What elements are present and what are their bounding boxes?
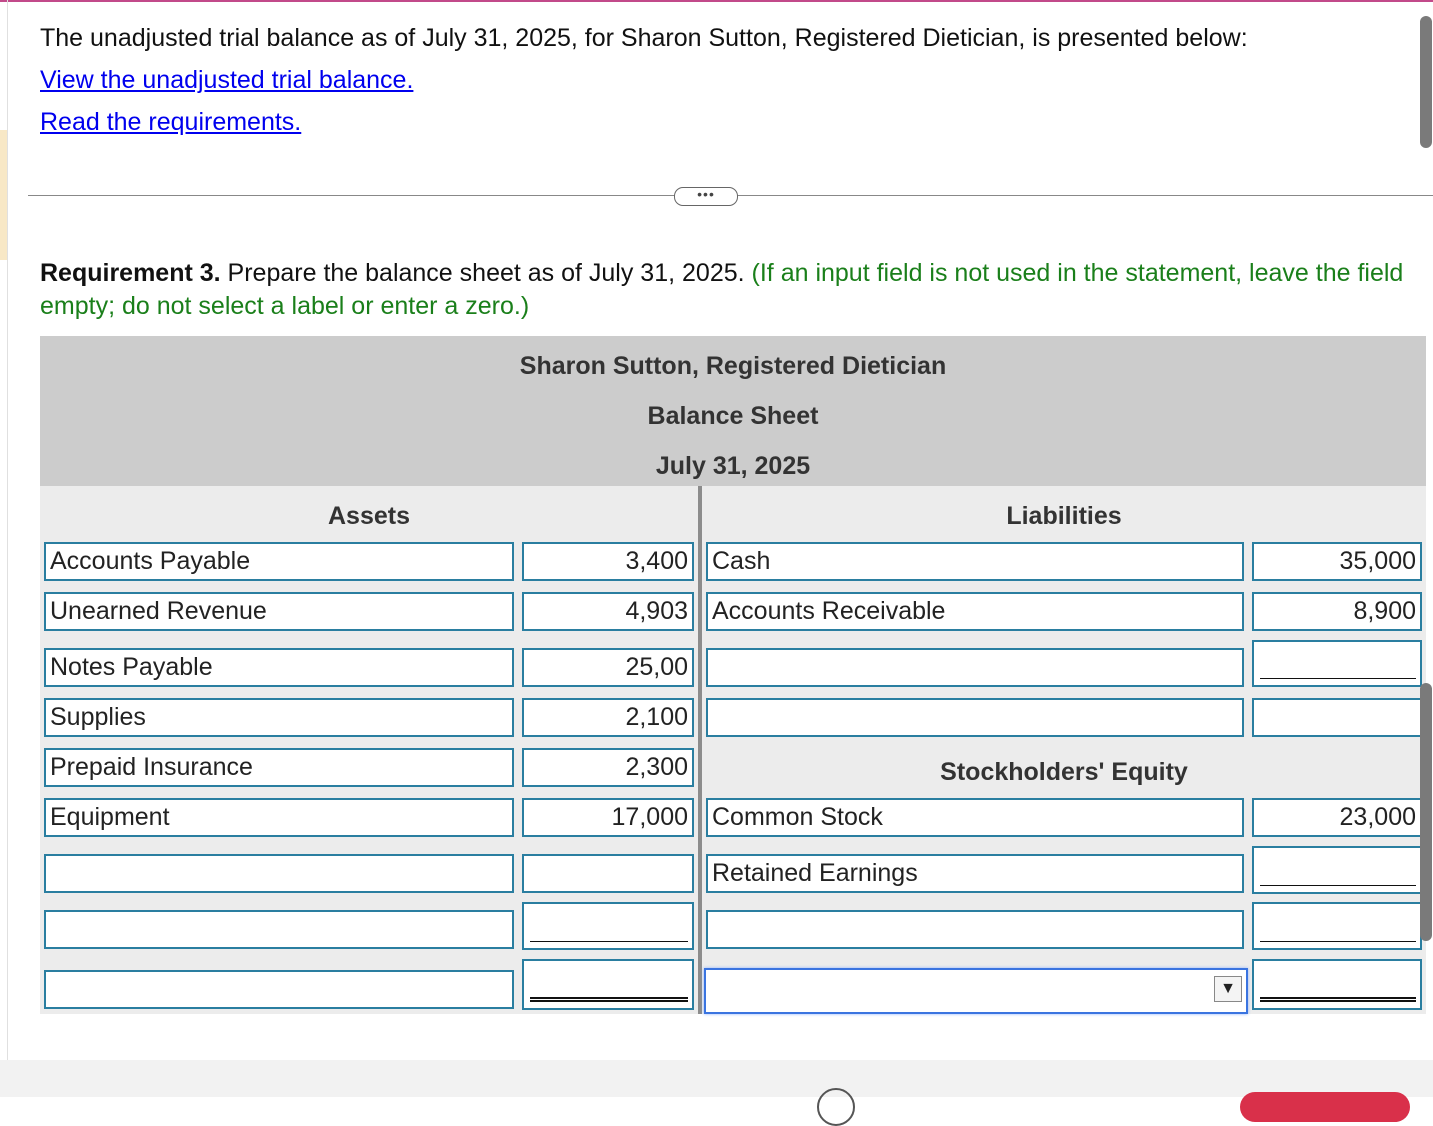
statement-title: Balance Sheet — [647, 402, 819, 430]
total-liabilities-equity-select[interactable] — [704, 968, 1248, 1014]
column-separator — [698, 486, 702, 1014]
assets-heading: Assets — [328, 502, 410, 530]
total-liabilities-amount[interactable] — [1252, 698, 1422, 737]
asset-label-4[interactable]: Supplies — [44, 698, 514, 737]
total-liabilities-equity-amount[interactable] — [1252, 959, 1422, 1010]
liability-label-3[interactable] — [706, 648, 1244, 687]
total-assets-amount[interactable] — [522, 959, 694, 1010]
asset-amount-4[interactable]: 2,100 — [522, 698, 694, 737]
asset-amount-5[interactable]: 2,300 — [522, 748, 694, 787]
left-border-line — [7, 0, 8, 1060]
liability-amount-1[interactable]: 35,000 — [1252, 542, 1422, 581]
equity-label-1[interactable]: Common Stock — [706, 798, 1244, 837]
dropdown-arrow-icon[interactable]: ▼ — [1214, 976, 1242, 1002]
intro-text: The unadjusted trial balance as of July 31, 2025, for Sharon Sutton, Registered Dietician, is presented below: — [40, 24, 1248, 52]
liabilities-heading: Liabilities — [1006, 502, 1122, 530]
asset-label-2[interactable]: Unearned Revenue — [44, 592, 514, 631]
asset-amount-3[interactable]: 25,00 — [522, 648, 694, 687]
equity-label-2[interactable]: Retained Earnings — [706, 854, 1244, 893]
requirement-note: (If an input field is not used in the statement, leave the field empty; do not select a label or enter a zero.) — [40, 259, 1404, 320]
asset-label-6[interactable]: Equipment — [44, 798, 514, 837]
help-circle-icon[interactable] — [817, 1088, 855, 1126]
liability-label-1[interactable]: Cash — [706, 542, 1244, 581]
requirement-body: Prepare the balance sheet as of July 31, 2025. — [220, 259, 752, 287]
asset-subtotal-amount[interactable] — [522, 902, 694, 950]
asset-amount-1[interactable]: 3,400 — [522, 542, 694, 581]
statement-header — [40, 336, 1426, 486]
footer-bar — [0, 1060, 1433, 1097]
single-underline — [1260, 941, 1416, 943]
statement-date: July 31, 2025 — [655, 452, 811, 480]
read-requirements-link[interactable]: Read the requirements. — [40, 108, 302, 136]
asset-amount-6[interactable]: 17,000 — [522, 798, 694, 837]
asset-amount-7[interactable] — [522, 854, 694, 893]
expand-more-button[interactable]: ••• — [674, 187, 738, 206]
asset-label-8[interactable] — [44, 910, 514, 949]
single-underline — [530, 941, 688, 943]
asset-label-7[interactable] — [44, 854, 514, 893]
view-trial-balance-link[interactable]: View the unadjusted trial balance. — [40, 66, 414, 94]
page-scrollbar[interactable] — [1420, 16, 1432, 148]
asset-label-1[interactable]: Accounts Payable — [44, 542, 514, 581]
double-underline — [1260, 997, 1416, 1002]
total-liabilities-label[interactable] — [706, 698, 1244, 737]
asset-label-5[interactable]: Prepaid Insurance — [44, 748, 514, 787]
liability-label-2[interactable]: Accounts Receivable — [706, 592, 1244, 631]
panel-scrollbar[interactable] — [1420, 683, 1432, 941]
asset-amount-2[interactable]: 4,903 — [522, 592, 694, 631]
single-underline — [1260, 678, 1416, 680]
top-accent-line — [0, 0, 1433, 2]
equity-heading: Stockholders' Equity — [940, 758, 1188, 786]
equity-amount-2[interactable] — [1252, 846, 1422, 894]
requirement-label: Requirement 3. — [40, 259, 221, 287]
double-underline — [530, 997, 688, 1002]
total-assets-label[interactable] — [44, 970, 514, 1009]
company-name: Sharon Sutton, Registered Dietician — [519, 352, 947, 380]
liability-amount-2[interactable]: 8,900 — [1252, 592, 1422, 631]
total-equity-amount[interactable] — [1252, 902, 1422, 950]
requirement-text — [40, 257, 1420, 323]
liability-amount-3[interactable] — [1252, 640, 1422, 687]
total-equity-label[interactable] — [706, 910, 1244, 949]
asset-label-3[interactable]: Notes Payable — [44, 648, 514, 687]
left-accent-bar — [0, 130, 7, 260]
equity-amount-1[interactable]: 23,000 — [1252, 798, 1422, 837]
single-underline — [1260, 885, 1416, 887]
